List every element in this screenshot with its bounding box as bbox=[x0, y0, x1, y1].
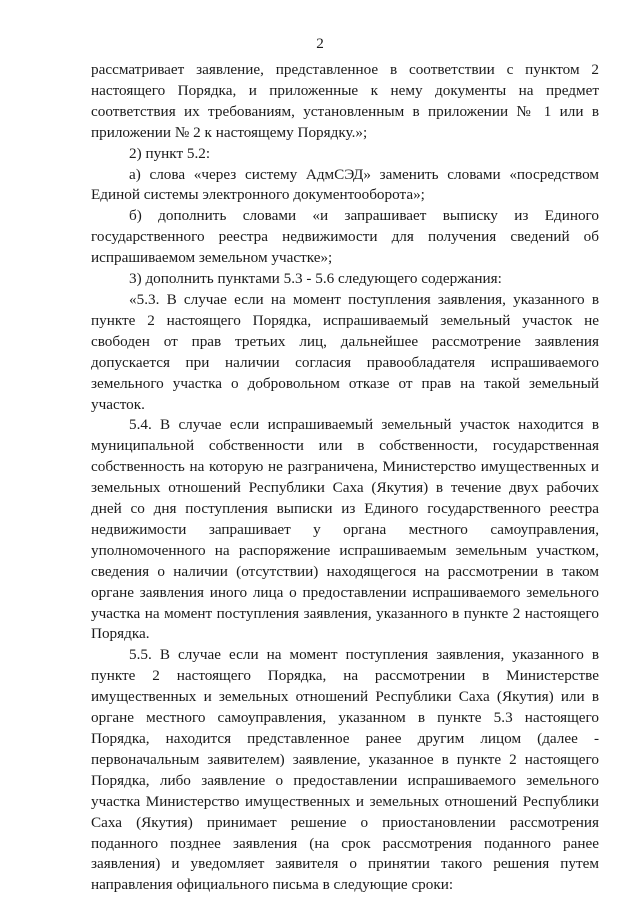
paragraph-subitem-b: б) дополнить словами «и запрашивает выписку из Единого государственного реестра недвижимости для получения сведений об испрашиваемом земельном участке»; bbox=[91, 207, 599, 267]
paragraph-5-5: 5.5. В случае если на момент поступления заявления, указанного в пункте 2 настоящего Порядка, на рассмотрении в Министерстве имущественных и земельных отношений Республики Саха (Якутия) или в органе местного самоуправления, указанном в пункте 5.3 настоящего Порядка, находится представленное ранее другим лицом (далее - первоначальным заявителем) заявление, указанное в пункте 2 настоящего Порядка, либо заявление о предоставлении испрашиваемого земельного участка Министерство имущественных и земельных отношений Республики Саха (Якутия) принимает решение о приостановлении рассмотрения поданного позднее заявления (на срок рассмотрения поданного ранее заявления) и уведомляет заявителя о принятии такого решения путем направления официального письма в следующие сроки: bbox=[91, 646, 599, 894]
paragraph-5-3: «5.3. В случае если на момент поступления заявления, указанного в пункте 2 настоящего Порядка, испрашиваемый земельный участок не свободен от прав третьих лиц, дальнейшее рассмотрение заявления допускается при наличии согласия правообладателя испрашиваемого земельного участка о добровольном отказе от прав на такой земельный участок. bbox=[91, 290, 599, 413]
document-body bbox=[91, 60, 599, 896]
paragraph-subitem-a: а) слова «через систему АдмСЭД» заменить словами «посредством Единой системы электронного документооборота»; bbox=[91, 165, 599, 204]
paragraph-item-3: 3) дополнить пунктами 5.3 - 5.6 следующего содержания: bbox=[129, 270, 502, 288]
paragraph-item-2: 2) пункт 5.2: bbox=[129, 144, 211, 162]
paragraph-5-4: 5.4. В случае если испрашиваемый земельный участок находится в муниципальной собственности или в собственности, государственная собственность на которую не разграничена, Министерство имущественных и земельных отношений Республики Саха (Якутия) в течение двух рабочих дней со дня поступления выписки из Единого государственного реестра недвижимости запрашивает у органа местного самоуправления, уполномоченного на распоряжение испрашиваемым земельным участком, сведения о наличии (отсутствии) находящегося на рассмотрении в таком органе заявления иного лица о предоставлении испрашиваемого земельного участка на момент поступления заявления, указанного в пункте 2 настоящего Порядка. bbox=[91, 416, 599, 643]
page-number: 2 bbox=[316, 35, 324, 52]
paragraph-continuation: рассматривает заявление, представленное в соответствии с пунктом 2 настоящего Порядка, и приложенные к нему документы на предмет соответствия их требованиям, установленным в приложении № 1 или в приложении № 2 к настоящему Порядку.»; bbox=[91, 61, 599, 141]
